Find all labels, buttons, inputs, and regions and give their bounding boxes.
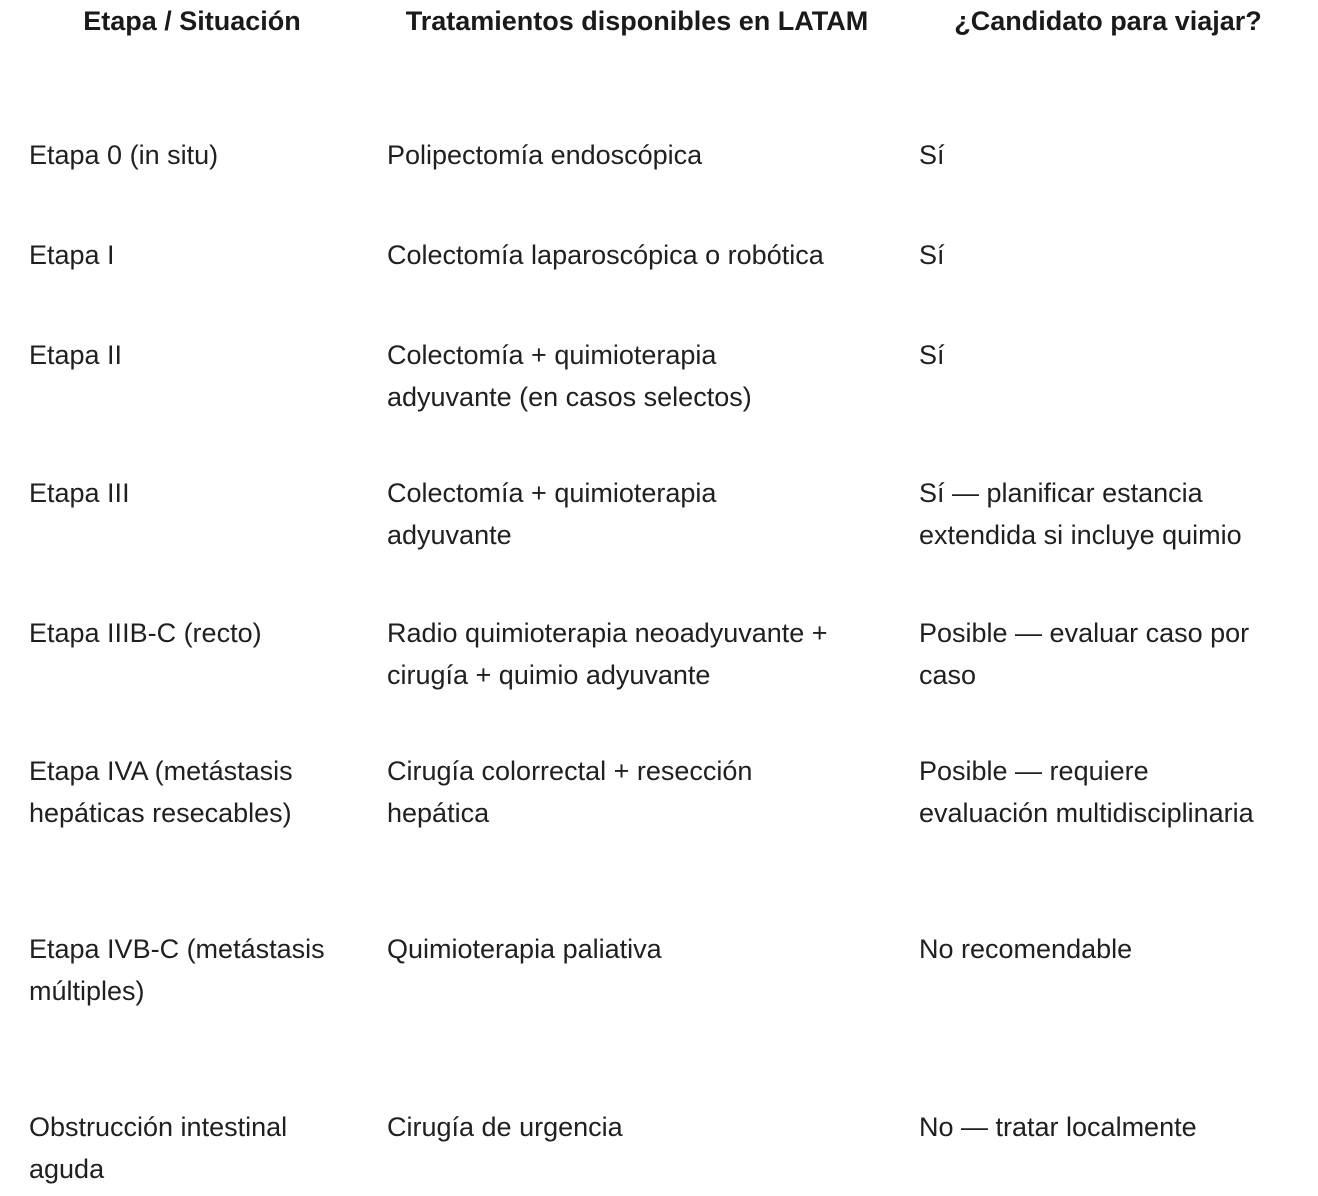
treatment-cell: Colectomía + quimioterapia adyuvante: [387, 478, 717, 550]
treatment-cell: Colectomía + quimioterapia adyuvante (en casos selectos): [387, 340, 752, 412]
travel-cell: Posible — evaluar caso por caso: [919, 618, 1250, 690]
column-header-treatments: Tratamientos disponibles en LATAM: [405, 6, 869, 36]
travel-cell: Sí: [919, 340, 945, 370]
travel-cell: Sí — planificar estancia extendida si incluye quimio: [919, 478, 1242, 550]
stage-cell: Etapa IVA (metástasis hepáticas resecables): [29, 756, 293, 828]
stage-cell: Etapa III: [29, 478, 130, 508]
stage-cell: Etapa IVB-C (metástasis múltiples): [29, 934, 325, 1006]
travel-cell: Sí: [919, 240, 945, 270]
column-header-stage: Etapa / Situación: [83, 6, 301, 36]
stage-cell: Obstrucción intestinal aguda: [29, 1112, 288, 1184]
travel-cell: No recomendable: [919, 934, 1133, 964]
stage-cell: Etapa II: [29, 340, 123, 370]
stage-cell: Etapa IIIB-C (recto): [29, 618, 262, 648]
stage-cell: Etapa 0 (in situ): [29, 140, 219, 170]
column-header-travel: ¿Candidato para viajar?: [954, 6, 1262, 36]
treatment-cell: Polipectomía endoscópica: [387, 140, 703, 170]
travel-cell: No — tratar localmente: [919, 1112, 1197, 1142]
treatment-cell: Cirugía de urgencia: [387, 1112, 623, 1142]
travel-cell: Sí: [919, 140, 945, 170]
stage-cell: Etapa I: [29, 240, 115, 270]
treatment-cell: Colectomía laparoscópica o robótica: [387, 240, 824, 270]
treatment-cell: Radio quimioterapia neoadyuvante + cirugía + quimio adyuvante: [387, 618, 828, 690]
treatment-cell: Quimioterapia paliativa: [387, 934, 662, 964]
travel-cell: Posible — requiere evaluación multidisciplinaria: [919, 756, 1254, 828]
treatment-cell: Cirugía colorrectal + resección hepática: [387, 756, 753, 828]
